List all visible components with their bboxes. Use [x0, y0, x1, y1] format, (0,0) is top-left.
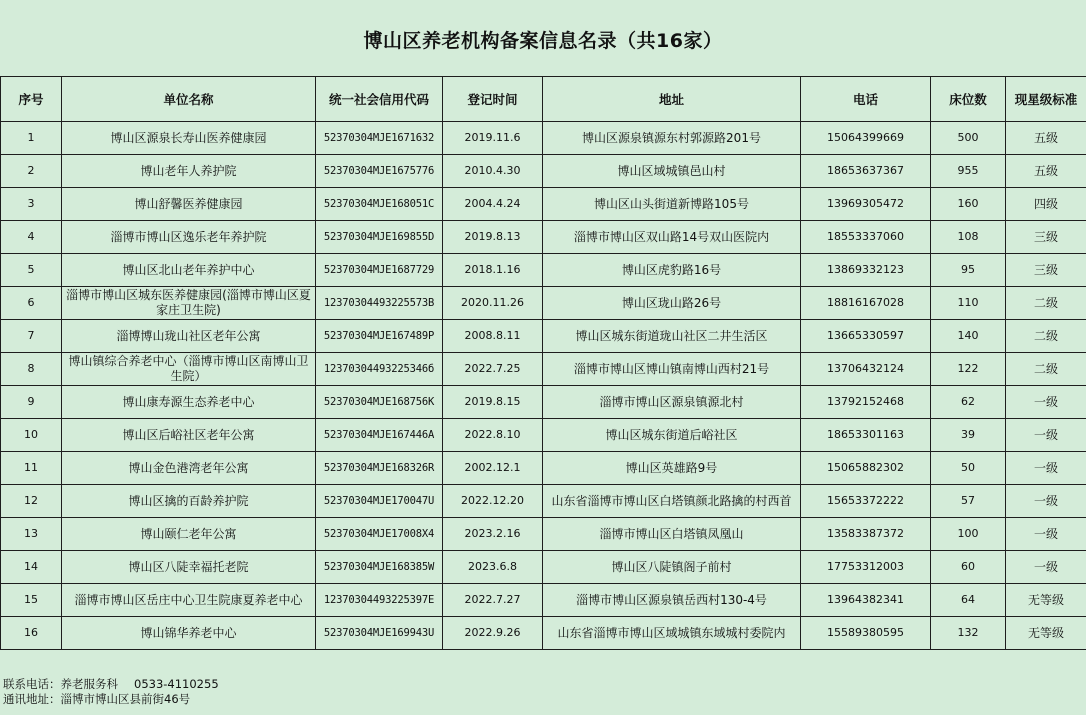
cell-code[interactable]: 12370304493225573B — [316, 287, 443, 320]
cell-address[interactable]: 山东省淄博市博山区域城镇东域城村委院内 — [543, 617, 801, 650]
cell-phone[interactable]: 15064399669 — [801, 122, 931, 155]
cell-address[interactable]: 博山区城东街道后峪社区 — [543, 419, 801, 452]
cell-no[interactable]: 3 — [1, 188, 62, 221]
cell-address[interactable]: 淄博市博山区博山镇南博山西村21号 — [543, 353, 801, 386]
table-row — [1, 386, 1086, 419]
cell-name[interactable]: 博山金色港湾老年公寓 — [62, 452, 316, 485]
cell-code[interactable]: 52370304MJE168385W — [316, 551, 443, 584]
cell-code[interactable]: 12370304493225346б — [316, 353, 443, 386]
cell-star[interactable]: 三级 — [1006, 254, 1086, 287]
cell-date[interactable]: 2019.8.13 — [443, 221, 543, 254]
cell-address[interactable]: 淄博市博山区白塔镇凤凰山 — [543, 518, 801, 551]
column-header-address[interactable]: 地址 — [543, 77, 801, 122]
cell-beds[interactable]: 100 — [931, 518, 1006, 551]
cell-no[interactable]: 11 — [1, 452, 62, 485]
cell-beds[interactable]: 60 — [931, 551, 1006, 584]
cell-beds[interactable]: 50 — [931, 452, 1006, 485]
footer-notes — [3, 677, 219, 707]
table-row — [1, 584, 1086, 617]
cell-date[interactable]: 2023.2.16 — [443, 518, 543, 551]
cell-date[interactable]: 2019.8.15 — [443, 386, 543, 419]
cell-phone[interactable]: 13792152468 — [801, 386, 931, 419]
cell-phone[interactable]: 13969305472 — [801, 188, 931, 221]
cell-date[interactable]: 2023.6.8 — [443, 551, 543, 584]
cell-date[interactable]: 2022.12.20 — [443, 485, 543, 518]
cell-beds[interactable]: 955 — [931, 155, 1006, 188]
address-line — [3, 692, 219, 707]
cell-date[interactable]: 2020.11.26 — [443, 287, 543, 320]
cell-no[interactable]: 2 — [1, 155, 62, 188]
column-header-star[interactable]: 现星级标准 — [1006, 77, 1086, 122]
cell-phone[interactable]: 15065882302 — [801, 452, 931, 485]
cell-beds[interactable]: 140 — [931, 320, 1006, 353]
cell-beds[interactable]: 62 — [931, 386, 1006, 419]
cell-star[interactable]: 二级 — [1006, 353, 1086, 386]
page-title: 博山区养老机构备案信息名录（共16家） — [363, 30, 723, 52]
cell-no[interactable]: 9 — [1, 386, 62, 419]
table-row — [1, 122, 1086, 155]
cell-star[interactable]: 一级 — [1006, 386, 1086, 419]
cell-date[interactable]: 2022.7.25 — [443, 353, 543, 386]
cell-date[interactable]: 2010.4.30 — [443, 155, 543, 188]
cell-no[interactable]: 1 — [1, 122, 62, 155]
cell-name[interactable]: 淄博市博山区岳庄中心卫生院康夏养老中心 — [62, 584, 316, 617]
cell-name[interactable]: 淄博市博山区城东医养健康园(淄博市博山区夏家庄卫生院) — [62, 287, 316, 320]
records-body — [1, 122, 1086, 650]
header-row — [1, 77, 1086, 122]
cell-star[interactable]: 一级 — [1006, 518, 1086, 551]
cell-name[interactable]: 博山锦华养老中心 — [62, 617, 316, 650]
cell-beds[interactable]: 108 — [931, 221, 1006, 254]
cell-no[interactable]: 8 — [1, 353, 62, 386]
column-header-no[interactable]: 序号 — [1, 77, 62, 122]
cell-address[interactable]: 博山区八陡镇阁子前村 — [543, 551, 801, 584]
cell-date[interactable]: 2002.12.1 — [443, 452, 543, 485]
cell-beds[interactable]: 57 — [931, 485, 1006, 518]
cell-code[interactable]: 52370304MJE168051C — [316, 188, 443, 221]
column-header-code[interactable]: 统一社会信用代码 — [316, 77, 443, 122]
cell-no[interactable]: 6 — [1, 287, 62, 320]
cell-name[interactable]: 博山颐仁老年公寓 — [62, 518, 316, 551]
cell-phone[interactable]: 18816167028 — [801, 287, 931, 320]
cell-beds[interactable]: 160 — [931, 188, 1006, 221]
cell-name[interactable]: 博山区八陡幸福托老院 — [62, 551, 316, 584]
cell-name[interactable]: 博山区源泉长寿山医养健康园 — [62, 122, 316, 155]
cell-beds[interactable]: 500 — [931, 122, 1006, 155]
table-row — [1, 353, 1086, 386]
table-row — [1, 617, 1086, 650]
cell-name[interactable]: 博山镇综合养老中心（淄博市博山区南博山卫生院） — [62, 353, 316, 386]
cell-phone[interactable]: 13869332123 — [801, 254, 931, 287]
cell-address[interactable]: 博山区珑山路26号 — [543, 287, 801, 320]
cell-code[interactable]: 52370304MJE1675776 — [316, 155, 443, 188]
contact-phone: 0533-4110255 — [134, 677, 219, 691]
address-value: 淄博市博山区县前街46号 — [60, 692, 191, 706]
cell-star[interactable]: 一级 — [1006, 551, 1086, 584]
cell-address[interactable]: 博山区英雄路9号 — [543, 452, 801, 485]
cell-address[interactable]: 淄博市博山区双山路14号双山医院内 — [543, 221, 801, 254]
cell-name[interactable]: 博山区擒的百龄养护院 — [62, 485, 316, 518]
column-header-beds[interactable]: 床位数 — [931, 77, 1006, 122]
cell-no[interactable]: 14 — [1, 551, 62, 584]
cell-phone[interactable]: 13665330597 — [801, 320, 931, 353]
cell-code[interactable]: 52370304MJE169943U — [316, 617, 443, 650]
cell-star[interactable]: 四级 — [1006, 188, 1086, 221]
cell-code[interactable]: 52370304MJE167446A — [316, 419, 443, 452]
cell-date[interactable]: 2022.8.10 — [443, 419, 543, 452]
table-row — [1, 287, 1086, 320]
contact-dept: 养老服务科 — [60, 677, 118, 691]
cell-code[interactable]: 52370304MJE168326R — [316, 452, 443, 485]
cell-phone[interactable]: 18653637367 — [801, 155, 931, 188]
cell-phone[interactable]: 13964382341 — [801, 584, 931, 617]
table-row — [1, 551, 1086, 584]
column-header-date[interactable]: 登记时间 — [443, 77, 543, 122]
cell-address[interactable]: 博山区源泉镇源东村郭源路201号 — [543, 122, 801, 155]
cell-no[interactable]: 7 — [1, 320, 62, 353]
cell-beds[interactable]: 95 — [931, 254, 1006, 287]
cell-date[interactable]: 2022.7.27 — [443, 584, 543, 617]
cell-phone[interactable]: 15589380595 — [801, 617, 931, 650]
cell-name[interactable]: 博山老年人养护院 — [62, 155, 316, 188]
cell-no[interactable]: 5 — [1, 254, 62, 287]
table-row — [1, 518, 1086, 551]
cell-name[interactable]: 博山舒馨医养健康园 — [62, 188, 316, 221]
cell-address[interactable]: 博山区山头街道新博路105号 — [543, 188, 801, 221]
cell-address[interactable]: 博山区域城镇邑山村 — [543, 155, 801, 188]
records-table — [0, 76, 1086, 650]
table-row — [1, 485, 1086, 518]
cell-code[interactable]: 52370304MJE168756K — [316, 386, 443, 419]
cell-phone[interactable]: 18653301163 — [801, 419, 931, 452]
table-row — [1, 155, 1086, 188]
cell-beds[interactable]: 122 — [931, 353, 1006, 386]
cell-star[interactable]: 一级 — [1006, 419, 1086, 452]
table-row — [1, 188, 1086, 221]
cell-no[interactable]: 10 — [1, 419, 62, 452]
cell-name[interactable]: 淄博博山珑山社区老年公寓 — [62, 320, 316, 353]
cell-address[interactable]: 博山区城东街道珑山社区二井生活区 — [543, 320, 801, 353]
table-row — [1, 419, 1086, 452]
table-row — [1, 452, 1086, 485]
cell-phone[interactable]: 13706432124 — [801, 353, 931, 386]
cell-code[interactable]: 52370304MJE1687729 — [316, 254, 443, 287]
cell-code[interactable]: 52370304MJE169855D — [316, 221, 443, 254]
cell-date[interactable]: 2022.9.26 — [443, 617, 543, 650]
cell-code[interactable]: 52370304MJE170047U — [316, 485, 443, 518]
cell-star[interactable]: 二级 — [1006, 320, 1086, 353]
cell-date[interactable]: 2019.11.6 — [443, 122, 543, 155]
cell-star[interactable]: 无等级 — [1006, 617, 1086, 650]
cell-code[interactable]: 52370304MJE1671632 — [316, 122, 443, 155]
cell-name[interactable]: 博山区北山老年养护中心 — [62, 254, 316, 287]
cell-name[interactable]: 博山康寿源生态养老中心 — [62, 386, 316, 419]
cell-no[interactable]: 15 — [1, 584, 62, 617]
cell-address[interactable]: 博山区虎豹路16号 — [543, 254, 801, 287]
cell-beds[interactable]: 110 — [931, 287, 1006, 320]
cell-phone[interactable]: 13583387372 — [801, 518, 931, 551]
column-header-phone[interactable]: 电话 — [801, 77, 931, 122]
cell-beds[interactable]: 64 — [931, 584, 1006, 617]
cell-no[interactable]: 13 — [1, 518, 62, 551]
cell-star[interactable]: 一级 — [1006, 485, 1086, 518]
cell-date[interactable]: 2018.1.16 — [443, 254, 543, 287]
cell-date[interactable]: 2008.8.11 — [443, 320, 543, 353]
column-header-name[interactable]: 单位名称 — [62, 77, 316, 122]
cell-code[interactable]: 52370304MJE167489P — [316, 320, 443, 353]
cell-star[interactable]: 三级 — [1006, 221, 1086, 254]
cell-address[interactable]: 淄博市博山区源泉镇岳西村130-4号 — [543, 584, 801, 617]
cell-date[interactable]: 2004.4.24 — [443, 188, 543, 221]
cell-code[interactable]: 52370304MJE17008X4 — [316, 518, 443, 551]
cell-star[interactable]: 一级 — [1006, 452, 1086, 485]
cell-no[interactable]: 16 — [1, 617, 62, 650]
cell-code[interactable]: 12370304493225397E — [316, 584, 443, 617]
cell-beds[interactable]: 39 — [931, 419, 1006, 452]
cell-address[interactable]: 淄博市博山区源泉镇源北村 — [543, 386, 801, 419]
cell-phone[interactable]: 18553337060 — [801, 221, 931, 254]
contact-line — [3, 677, 219, 692]
cell-name[interactable]: 博山区后峪社区老年公寓 — [62, 419, 316, 452]
cell-name[interactable]: 淄博市博山区逸乐老年养护院 — [62, 221, 316, 254]
contact-label: 联系电话： — [3, 677, 61, 691]
table-row — [1, 320, 1086, 353]
cell-no[interactable]: 12 — [1, 485, 62, 518]
cell-star[interactable]: 五级 — [1006, 155, 1086, 188]
cell-address[interactable]: 山东省淄博市博山区白塔镇颜北路擒的村西首 — [543, 485, 801, 518]
cell-beds[interactable]: 132 — [931, 617, 1006, 650]
cell-star[interactable]: 无等级 — [1006, 584, 1086, 617]
cell-phone[interactable]: 17753312003 — [801, 551, 931, 584]
cell-star[interactable]: 五级 — [1006, 122, 1086, 155]
cell-phone[interactable]: 15653372222 — [801, 485, 931, 518]
cell-star[interactable]: 二级 — [1006, 287, 1086, 320]
cell-no[interactable]: 4 — [1, 221, 62, 254]
address-label: 通讯地址： — [3, 692, 61, 706]
table-row — [1, 254, 1086, 287]
table-row — [1, 221, 1086, 254]
